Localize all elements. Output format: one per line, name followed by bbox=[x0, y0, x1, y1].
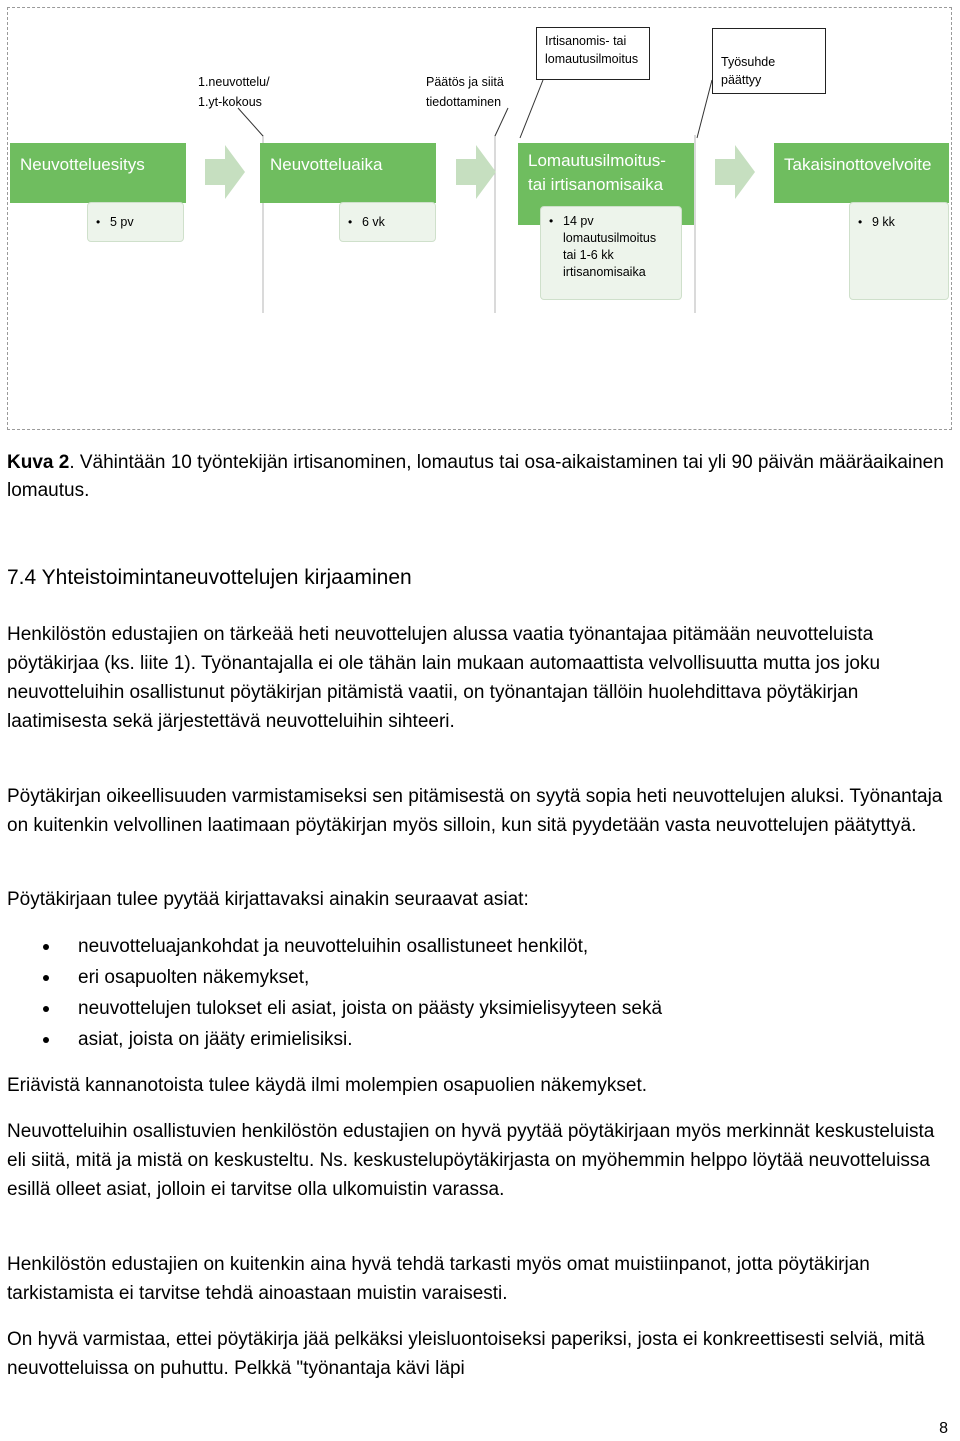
paragraph: On hyvä varmistaa, ettei pöytäkirja jää pelkäksi yleisluontoiseksi paperiksi, josta ei konkreettisesti selviä, mitä neuvotteluissa on puhuttu. Pelkkä "työnantaja kävi läpi bbox=[7, 1329, 925, 1379]
arrow-right-icon bbox=[715, 145, 755, 199]
stage-neuvotteluesitys: Neuvotteluesitys bbox=[10, 143, 186, 203]
bullet-icon bbox=[43, 975, 49, 981]
stage-detail-lomautusilmoitus: • 14 pv lomautusilmoitus tai 1-6 kk irtisanomisaika bbox=[540, 206, 682, 300]
paragraph: Pöytäkirjaan tulee pyytää kirjattavaksi ainakin seuraavat asiat: bbox=[7, 889, 529, 910]
paragraph: Pöytäkirjan oikeellisuuden varmistamiseksi sen pitämisestä on syytä sopia heti neuvottelujen aluksi. Työnantaja on kuitenkin velvollinen laatimaan pöytäkirjan myös silloin, kun sitä pyydetään vasta neuvottelujen päätyttyä. bbox=[7, 786, 943, 836]
list-item: neuvottelujen tulokset eli asiat, joista on päästy yksimielisyyteen sekä bbox=[7, 993, 662, 1024]
bullet-list bbox=[7, 931, 662, 1055]
bullet-icon bbox=[43, 1006, 49, 1012]
bullet-icon bbox=[43, 1037, 49, 1043]
paragraph: Henkilöstön edustajien on tärkeää heti neuvottelujen alussa vaatia työnantajaa pitämään neuvotteluista pöytäkirjaa (ks. liite 1). Työnantajalla ei ole tähän lain mukaan automaattista velvollisuutta mutta jos joku neuvotteluihin osallistunut pöytäkirjan pitämistä vaatii, on työnantajan tällöin huolehdittava pöytäkirjan laatimisesta sekä järjestettävä neuvotteluihin sihteeri. bbox=[7, 624, 881, 732]
callout-paatos: Päätös ja siitä tiedottaminen bbox=[426, 75, 504, 109]
caption-label: Kuva 2 bbox=[7, 452, 70, 473]
caption-text: . Vähintään 10 työntekijän irtisanominen, lomautus tai osa-aikaistaminen tai yli 90 päivän määräaikainen lomautus. bbox=[7, 452, 944, 501]
process-figure bbox=[7, 7, 952, 430]
paragraph: Henkilöstön edustajien on kuitenkin aina hyvä tehdä tarkasti myös omat muistiinpanot, jotta pöytäkirjan tarkistamista ei tarvitse tehdä ainoastaan muistin varaisesti. bbox=[7, 1254, 870, 1304]
arrow-right-icon bbox=[205, 145, 245, 199]
list-item: asiat, joista on jääty erimielisiksi. bbox=[7, 1024, 662, 1055]
stage-neuvotteluaika: Neuvotteluaika bbox=[260, 143, 436, 203]
list-item: neuvotteluajankohdat ja neuvotteluihin osallistuneet henkilöt, bbox=[7, 931, 662, 962]
stage-detail-takaisinottovelvoite: • 9 kk bbox=[849, 202, 949, 300]
callout-irtisanomis: Irtisanomis- tai lomautusilmoitus bbox=[536, 27, 650, 80]
stage-detail-neuvotteluesitys: • 5 pv bbox=[87, 202, 184, 242]
figure-caption bbox=[7, 449, 947, 505]
stage-lomautusilmoitus: Lomautusilmoitus- tai irtisanomisaika bbox=[518, 143, 694, 225]
page-number: 8 bbox=[939, 1420, 948, 1437]
stage-detail-neuvotteluaika: • 6 vk bbox=[339, 202, 436, 242]
paragraph: Eriävistä kannanotoista tulee käydä ilmi molempien osapuolien näkemykset. bbox=[7, 1075, 648, 1096]
paragraph: Neuvotteluihin osallistuvien henkilöstön edustajien on hyvä pyytää pöytäkirjaan myös merkinnät keskusteluista eli siitä, mitä ja mistä on keskusteltu. Ns. keskustelupöytäkirjasta on myöhemmin helppo löytää neuvotteluissa esillä olleet asiat, jolloin ei tarvitse olla ulkomuistin varassa. bbox=[7, 1121, 935, 1200]
list-item: eri osapuolten näkemykset, bbox=[7, 962, 662, 993]
stage-takaisinottovelvoite: Takaisinottovelvoite bbox=[774, 143, 949, 203]
callout-neuvottelu: 1.neuvottelu/ 1.yt-kokous bbox=[198, 75, 270, 109]
arrow-right-icon bbox=[456, 145, 496, 199]
bullet-icon bbox=[43, 944, 49, 950]
section-heading: 7.4 Yhteistoimintaneuvottelujen kirjaaminen bbox=[7, 566, 412, 589]
callout-tyosuhde: Työsuhde päättyy bbox=[712, 28, 826, 94]
